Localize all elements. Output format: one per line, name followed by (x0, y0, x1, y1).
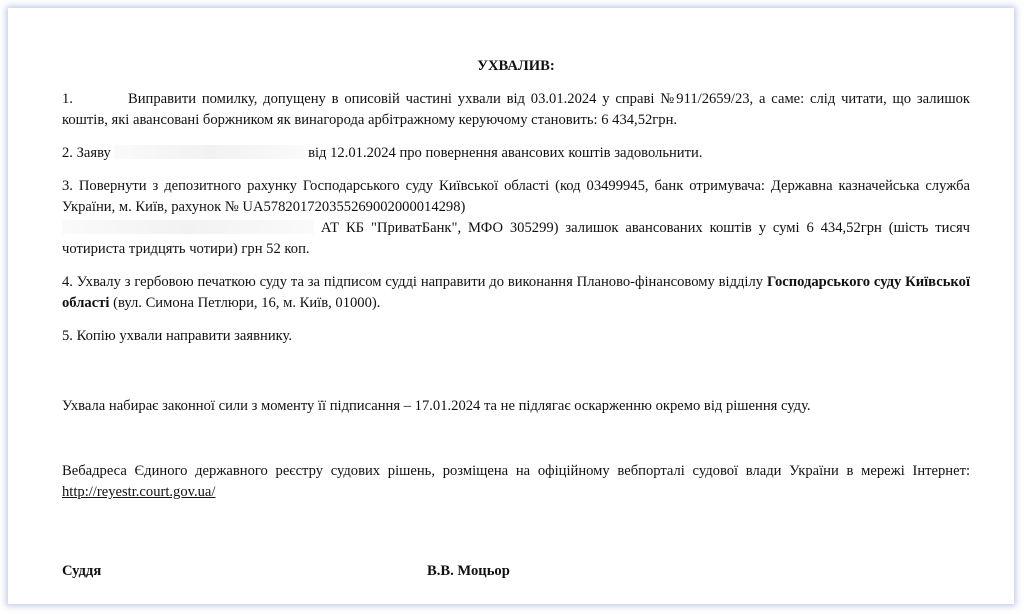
paragraph-2 (62, 143, 970, 164)
paragraph-2-start: 2. Заяву (62, 145, 111, 161)
paragraph-1-text: Виправити помилку, допущену в описовій частині ухвали від 03.01.2024 у справі №911/2659/23, а саме: слід читати, що залишок коштів, які авансовані боржником як винагорода арбітражному керуючому становить: 6 434,52грн. (62, 91, 970, 128)
redacted-bank-details (62, 220, 314, 234)
judge-name: В.В. Моцьор (427, 563, 510, 579)
court-ruling-document (62, 56, 970, 582)
paragraph-3-line-1: 3. Повернути з депозитного рахунку Господарського суду Київської області (код 03499945, банк отримувача: Державна казначейська служба України, м. Київ, рахунок № UA578201720355269002000014298) (62, 178, 970, 215)
document-frame (8, 8, 1014, 604)
paragraph-3 (62, 176, 970, 260)
paragraph-1-number: 1. (62, 91, 73, 107)
judge-role-label: Суддя (62, 563, 102, 579)
signature-row (62, 561, 970, 582)
registry-link[interactable]: http://reyestr.court.gov.ua/ (62, 484, 216, 500)
paragraph-3-line-2: АТ КБ "ПриватБанк", МФО 305299) залишок авансованих коштів у сумі 6 434,52грн (шість тисяч чотириста тридцять чотири) грн 52 коп. (62, 220, 970, 257)
paragraph-4-court-name: Господарського суду Київської області (62, 274, 970, 311)
paragraph-1 (62, 89, 970, 131)
paragraph-2-end: від 12.01.2024 про повернення авансових коштів задовольнити. (308, 145, 703, 161)
paragraph-4-start: 4. Ухвалу з гербовою печаткою суду та за підписом судді направити до виконання Планово-фінансовому відділу (62, 274, 764, 290)
paragraph-5: 5. Копію ухвали направити заявнику. (62, 328, 293, 344)
paragraph-effective-date: Ухвала набирає законної сили з моменту її підписання – 17.01.2024 та не підлягає оскарженню окремо від рішення суду. (62, 398, 811, 414)
redacted-applicant-name (114, 145, 304, 159)
ruling-heading: УХВАЛИВ: (477, 58, 555, 74)
paragraph-4-end: (вул. Симона Петлюри, 16, м. Київ, 01000). (113, 295, 381, 311)
paragraph-registry (62, 461, 970, 503)
registry-text: Вебадреса Єдиного державного реєстру судових рішень, розміщена на офіційному вебпорталі судової влади України в мережі Інтернет: (62, 463, 970, 479)
paragraph-4 (62, 272, 970, 314)
